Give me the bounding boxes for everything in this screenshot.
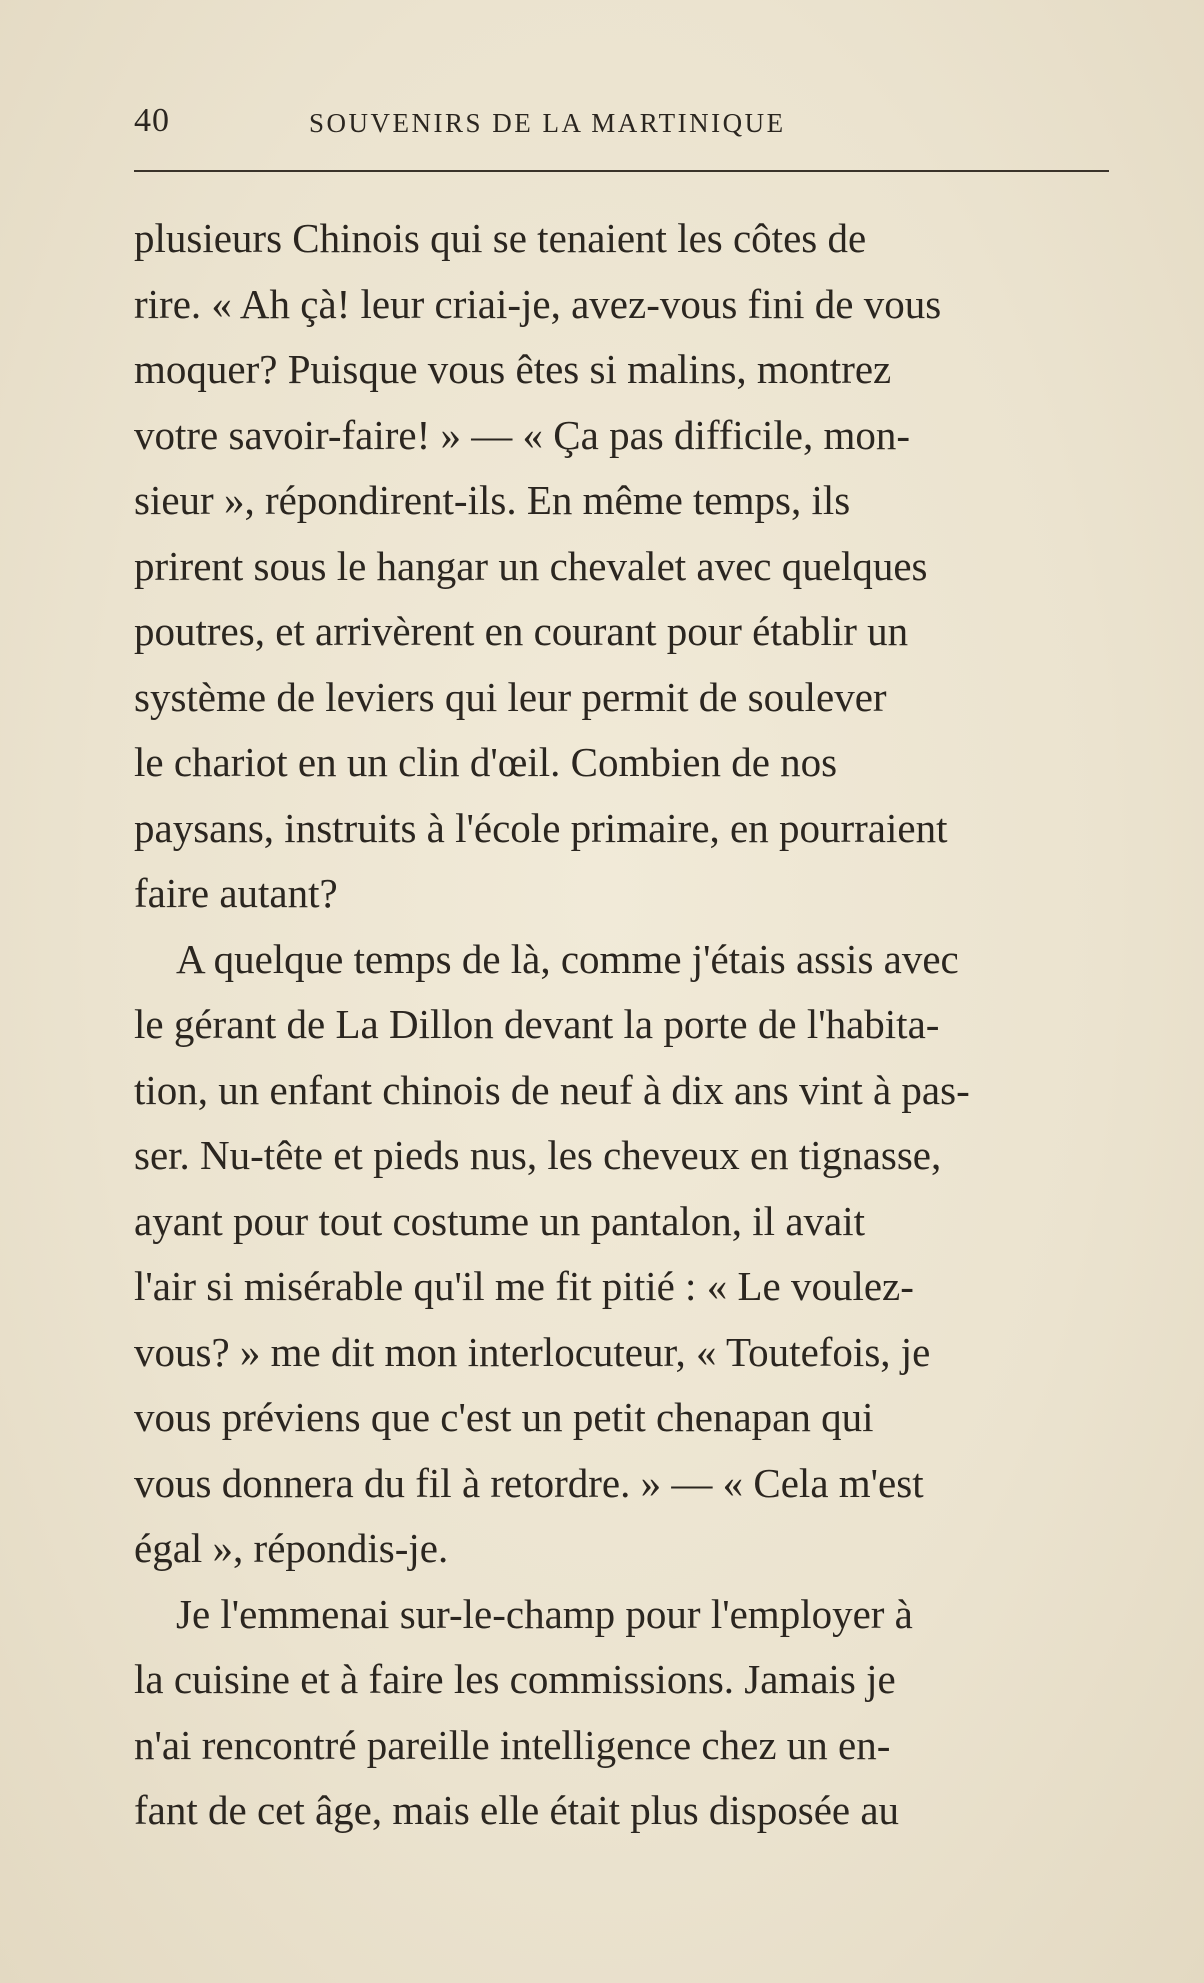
- text-line: rire. « Ah çà! leur criai-je, avez-vous fini de vous: [134, 280, 942, 327]
- text-line: vous préviens que c'est un petit chenapan qui: [134, 1394, 874, 1440]
- text-line: Je l'emmenai sur-le-champ pour l'employer à: [176, 1590, 913, 1637]
- text-line: paysans, instruits à l'école primaire, en pourraient: [134, 804, 948, 851]
- text-line: n'ai rencontré pareille intelligence chez un en-: [134, 1721, 891, 1768]
- text-line: vous? » me dit mon interlocuteur, « Toutefois, je: [134, 1328, 931, 1375]
- running-title: SOUVENIRS DE LA MARTINIQUE: [309, 108, 786, 138]
- running-head: [134, 98, 1104, 148]
- text-line: le chariot en un clin d'œil. Combien de nos: [134, 739, 838, 785]
- text-line: ayant pour tout costume un pantalon, il avait: [134, 1197, 865, 1244]
- text-line: votre savoir-faire! » — « Ça pas difficile, mon-: [134, 411, 911, 458]
- text-line: prirent sous le hangar un chevalet avec quelques: [134, 542, 928, 589]
- text-line: A quelque temps de là, comme j'étais assis avec: [176, 935, 959, 982]
- text-line: tion, un enfant chinois de neuf à dix ans vint à pas-: [134, 1066, 970, 1113]
- text-line: poutres, et arrivèrent en courant pour établir un: [134, 608, 909, 654]
- page-number: 40: [134, 102, 170, 139]
- text-line: plusieurs Chinois qui se tenaient les côtes de: [134, 215, 867, 261]
- header-rule: [134, 170, 1109, 172]
- text-line: l'air si misérable qu'il me fit pitié : « Le voulez-: [134, 1263, 914, 1309]
- text-line: système de leviers qui leur permit de soulever: [134, 673, 887, 720]
- text-line: moquer? Puisque vous êtes si malins, montrez: [134, 346, 892, 392]
- text-line: la cuisine et à faire les commissions. Jamais je: [134, 1656, 896, 1702]
- text-line: ser. Nu-tête et pieds nus, les cheveux en tignasse,: [134, 1132, 942, 1178]
- text-line: faire autant?: [134, 870, 338, 916]
- text-line: égal », répondis-je.: [134, 1525, 449, 1571]
- body-text: [134, 206, 1119, 1844]
- text-line: fant de cet âge, mais elle était plus disposée au: [134, 1787, 900, 1833]
- text-line: vous donnera du fil à retordre. » — « Cela m'est: [134, 1459, 924, 1506]
- text-line: le gérant de La Dillon devant la porte de l'habita-: [134, 1001, 940, 1047]
- text-line: sieur », répondirent-ils. En même temps, ils: [134, 477, 851, 523]
